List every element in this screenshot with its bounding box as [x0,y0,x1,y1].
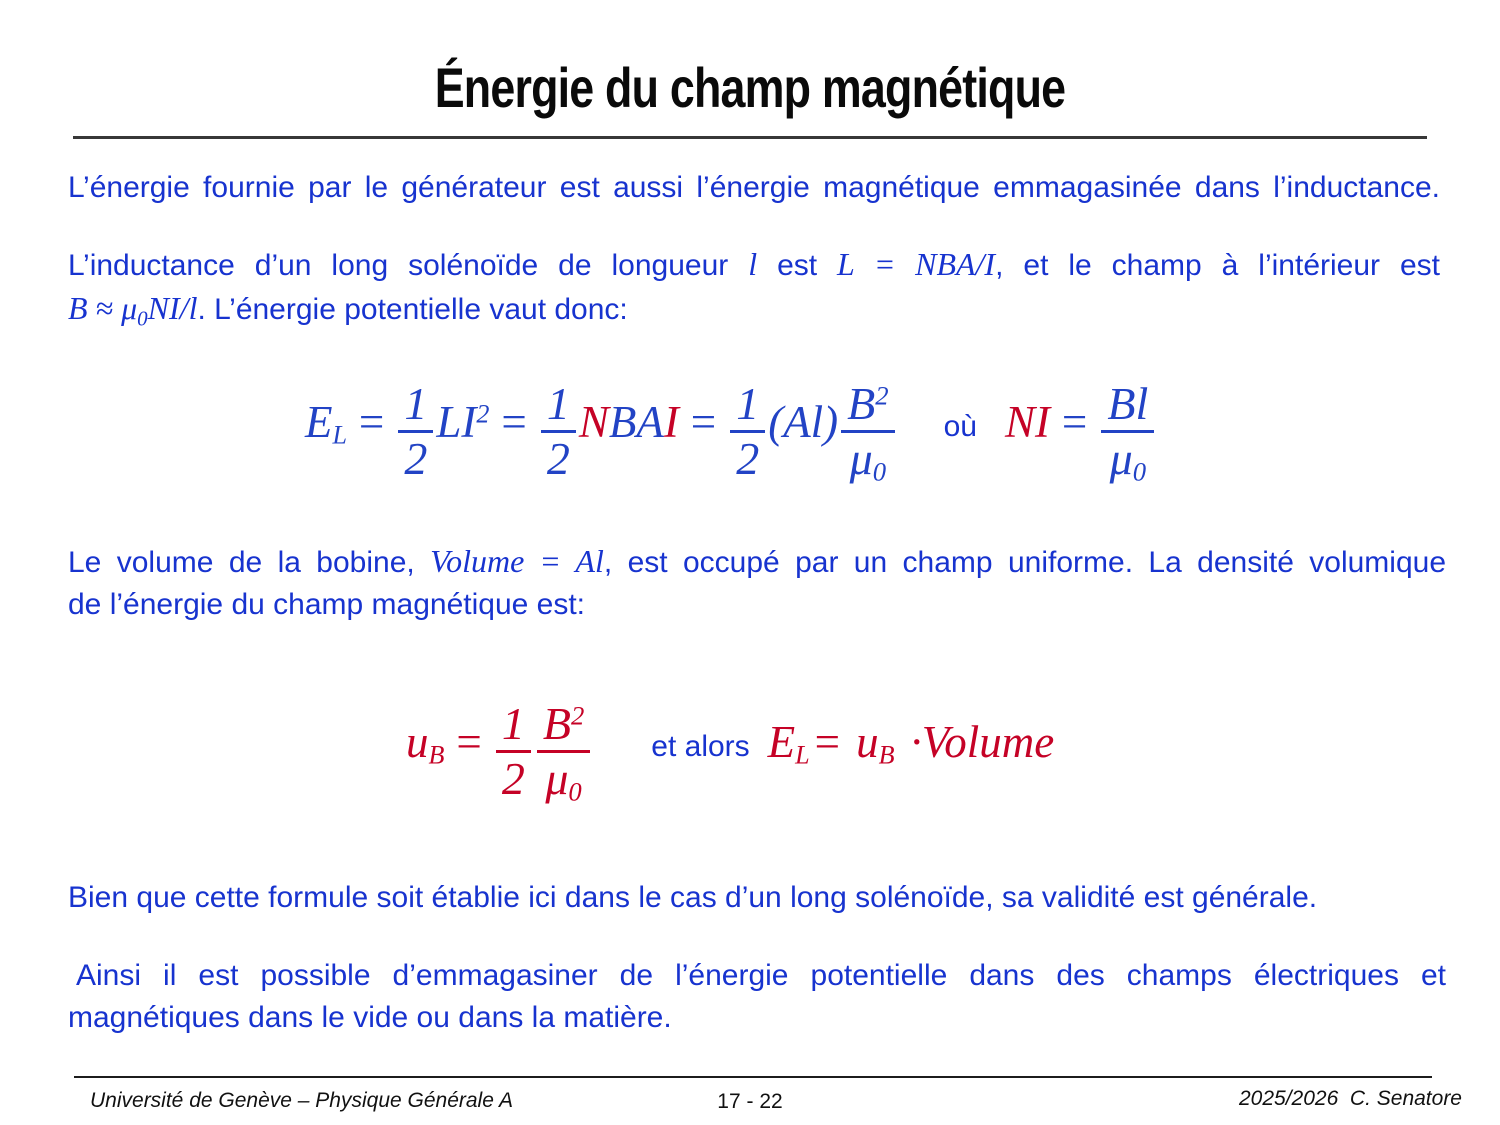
math-NI: NI [1005,397,1050,447]
text-run: , est occupé par un champ uniforme. La densité volumique [603,546,1447,579]
math-Al-parens: (Al) [768,397,839,447]
math-run-volume-Al: Volume = Al [430,543,604,579]
math-run-L-NBA-I: L = NBA/I [837,246,996,282]
paragraph-validity: Bien que cette formule soit établie ici dans le cas d’un long solénoïde, sa validité est générale. [68,881,1318,914]
equals-sign: = [811,717,843,767]
math-run-l: l [748,246,758,282]
equals-sign: = [1059,397,1090,447]
equals-sign: = [453,717,484,767]
paragraph-inductance [68,243,1440,331]
formula-energy-density [406,698,1054,805]
footer-slide-number: 17 - 22 [717,1090,783,1113]
math-run-NI-l: NI/l [147,290,198,326]
text-run: , et le champ à l’intérieur est [995,249,1440,282]
connector-ou: où [943,409,977,443]
math-LI-squared: $LI^2$ [436,397,490,447]
connector-et-alors: et alors [651,729,750,763]
paragraph-conclusion [68,955,1446,1039]
equals-sign: = [687,397,719,447]
fraction-one-half: $\frac{1}{2}$ [541,378,576,485]
text-run: L’inductance d’un long solénoïde de longueur [68,249,749,282]
fraction-one-half: $\frac{1}{2}$ [398,378,433,485]
paragraph-inductance-line1 [68,243,1440,287]
math-dot-volume: ·Volume [910,717,1055,767]
math-E-L: $E_L$ [305,397,348,450]
paragraph-energy-stored: L’énergie fournie par le générateur est aussi l’énergie magnétique emmagasinée dans l’inductance. [68,171,1440,204]
math-u-B: $u_B$ [856,717,895,770]
page-title: Énergie du champ magnétique [434,56,1066,119]
math-NBAI: NBAI [578,397,679,447]
formula-energy-inductance [305,378,1157,485]
equals-sign: = [498,397,529,447]
footer-institution: Université de Genève – Physique Générale A [90,1089,513,1112]
math-E-L: $E_L$ [767,717,810,770]
text-run: . L’énergie potentielle vaut donc: [197,293,628,326]
math-u-B: $u_B$ [406,717,445,770]
paragraph-volume-line2 [68,584,1446,626]
equals-sign: = [356,397,387,447]
math-run-B-mu: B ≈ μ [68,290,138,326]
text-run: est [757,249,838,282]
footer-rule [74,1076,1432,1078]
footer-year-author: 2025/2026 C. Senatore [1238,1087,1462,1110]
fraction-B2-mu0: $\frac{B^2}{\mu_0}$ [841,378,894,485]
paragraph-volume [68,540,1446,626]
fraction-one-half: $\frac{1}{2}$ [730,378,765,485]
fraction-B2-mu0: $\frac{B^2}{\mu_0}$ [537,698,590,805]
paragraph-volume-line1 [68,540,1446,584]
paragraph-conclusion-line2: magnétiques dans le vide ou dans la matière. [68,1001,672,1034]
text-run: Le volume de la bobine, [68,546,431,579]
paragraph-inductance-line2 [68,287,1440,331]
fraction-Bl-mu0: $\frac{Bl}{\mu_0}$ [1101,378,1154,485]
math-run-mu-sub: 0 [137,306,148,331]
paragraph-conclusion-line1: Ainsi il est possible d’emmagasiner de l’énergie potentielle dans des champs électriques et [76,959,1446,992]
title-underline [73,136,1427,139]
fraction-one-half: $\frac{1}{2}$ [496,698,531,805]
text-run: de l’énergie du champ magnétique est: [68,588,586,621]
